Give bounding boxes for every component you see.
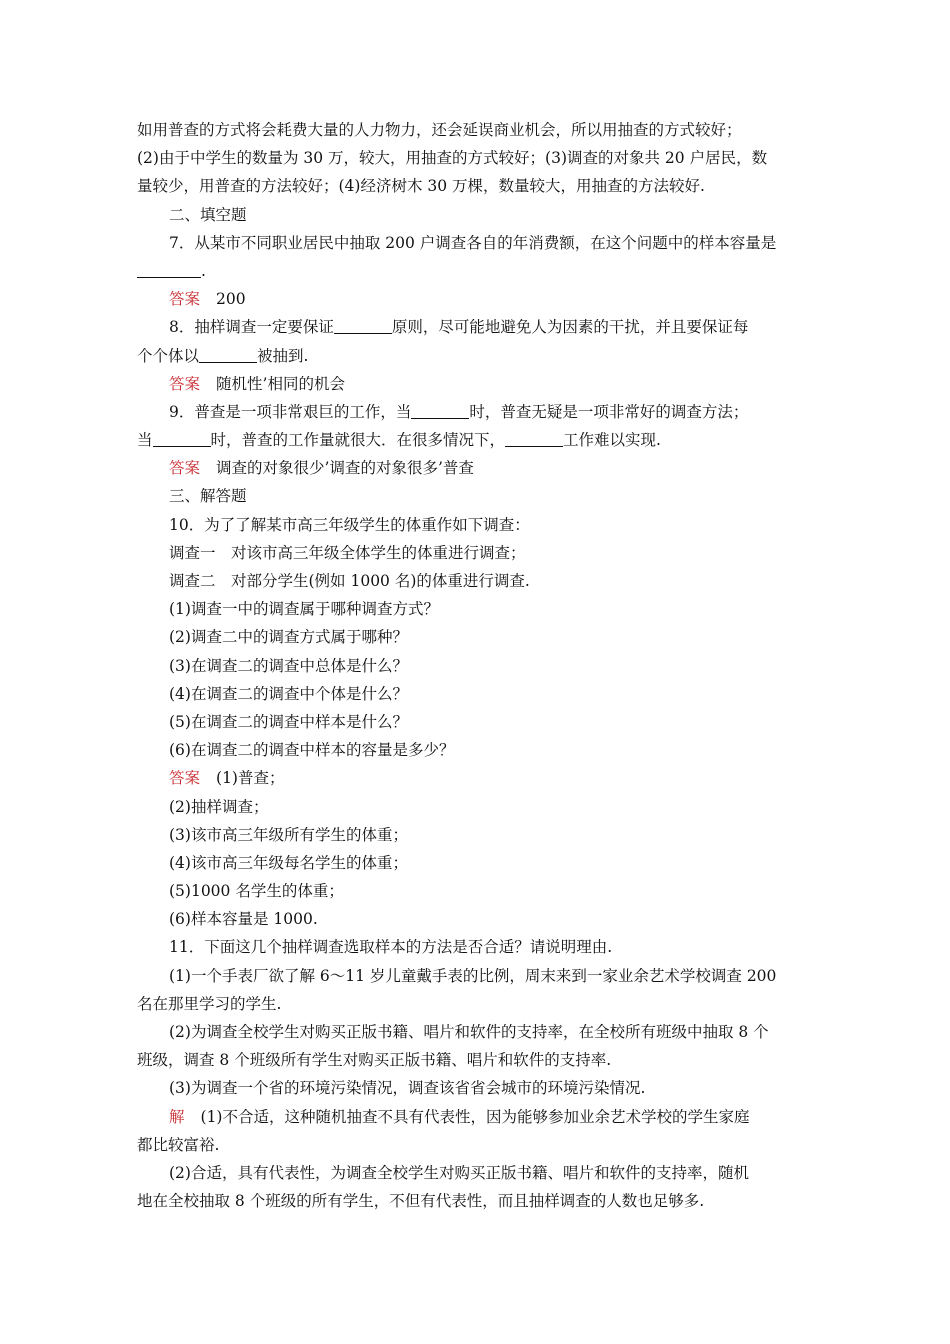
text-line: 如用普查的方式将会耗费大量的人力物力，还会延误商业机会，所以用抽查的方式较好； [137,121,742,139]
answer-text: 随机性’相同的机会 [216,374,345,393]
answer-text: 调查的对象很少’调查的对象很多’普查 [216,459,474,478]
solution-label: 解 [169,1107,185,1126]
answer-line: (2)抽样调查； [169,797,269,816]
answer-text: (1)普查； [216,769,285,788]
survey-two: 调查二 对部分学生(例如 1000 名)的体重进行调查. [169,572,530,590]
solution-line [137,1103,817,1131]
question-8-stem: 8．抽样调查一定要保证 原则，尽可能地避免人为因素的干扰，并且要保证每 [169,318,749,337]
text-line: (2)由于中学生的数量为 30 万，较大，用抽查的方式较好；(3)调查的对象共 20 户居民，数 [137,149,768,168]
answer-line: (5)1000 名学生的体重； [169,882,344,901]
sub-question: (5)在调查二的调查中样本是什么？ [169,712,408,731]
question-10-answer [137,764,817,792]
answer-line: (3)该市高三年级所有学生的体重； [169,825,408,844]
section-heading: 三、解答题 [169,487,247,506]
solution-line: (2)合适，具有代表性，为调查全校学生对购买正版书籍、唱片和软件的支持率，随机 [169,1163,749,1182]
answer-blank [505,430,563,447]
solution-line-cont: 都比较富裕. [137,1135,220,1154]
answer-label: 答案 [169,459,201,478]
sub-question: (6)在调查二的调查中样本的容量是多少？ [169,741,455,760]
text-line: 量较少，用普查的方法较好；(4)经济树木 30 万棵，数量较大，用抽查的方法较好. [137,177,705,196]
question-8-stem-cont: 个个体以 被抽到. [137,346,309,365]
sub-question: (2)调查二中的调查方式属于哪种？ [169,628,408,647]
sub-question: (1)调查一中的调查属于哪种调查方式？ [169,600,439,619]
question-7-answer [137,285,817,313]
question-7-stem: 7．从某市不同职业居民中抽取 200 户调查各自的年消费额，在这个问题中的样本容量是 [169,233,777,252]
question-8-answer [137,370,817,398]
answer-text: 200 [216,290,246,309]
solution-line-cont: 地在全校抽取 8 个班级的所有学生，不但有代表性，而且抽样调查的人数也足够多. [137,1192,705,1211]
document-page [137,116,817,1215]
question-9-answer [137,454,817,482]
sub-question: (4)在调查二的调查中个体是什么？ [169,684,408,703]
answer-label: 答案 [169,769,201,788]
sub-question: (1)一个手表厂欲了解 6～11 岁儿童戴手表的比例，周末来到一家业余艺术学校调查 200 [169,966,777,985]
question-9-stem-cont: 当 时，普查的工作量就很大．在很多情况下， 工作难以实现. [137,431,661,450]
solution-text: (1)不合适，这种随机抽查不具有代表性，因为能够参加业余艺术学校的学生家庭 [200,1107,750,1126]
survey-one: 调查一 对该市高三年级全体学生的体重进行调查； [169,543,526,562]
answer-line: (6)样本容量是 1000. [169,910,318,929]
sub-question-cont: 名在那里学习的学生. [137,994,282,1013]
answer-blank [411,402,469,419]
sub-question: (3)在调查二的调查中总体是什么？ [169,656,408,675]
question-7-blank-line: . [137,257,817,285]
answer-blank [137,261,201,278]
question-9-stem: 9．普查是一项非常艰巨的工作，当 时，普查无疑是一项非常好的调查方法； [169,402,749,421]
section-heading: 二、填空题 [169,205,247,224]
answer-blank [334,317,392,334]
question-10-stem: 10．为了了解某市高三年级学生的体重作如下调查： [169,515,530,534]
sub-question-cont: 班级，调查 8 个班级所有学生对购买正版书籍、唱片和软件的支持率. [137,1051,612,1070]
answer-blank [199,346,257,363]
answer-label: 答案 [169,374,201,393]
question-11-stem: 11．下面这几个抽样调查选取样本的方法是否合适？请说明理由. [169,938,613,957]
answer-line: (4)该市高三年级每名学生的体重； [169,853,408,872]
sub-question: (2)为调查全校学生对购买正版书籍、唱片和软件的支持率，在全校所有班级中抽取 8 个 [169,1023,769,1041]
answer-label: 答案 [169,290,201,309]
sub-question: (3)为调查一个省的环境污染情况，调查该省省会城市的环境污染情况. [169,1079,646,1098]
answer-blank [153,430,211,447]
